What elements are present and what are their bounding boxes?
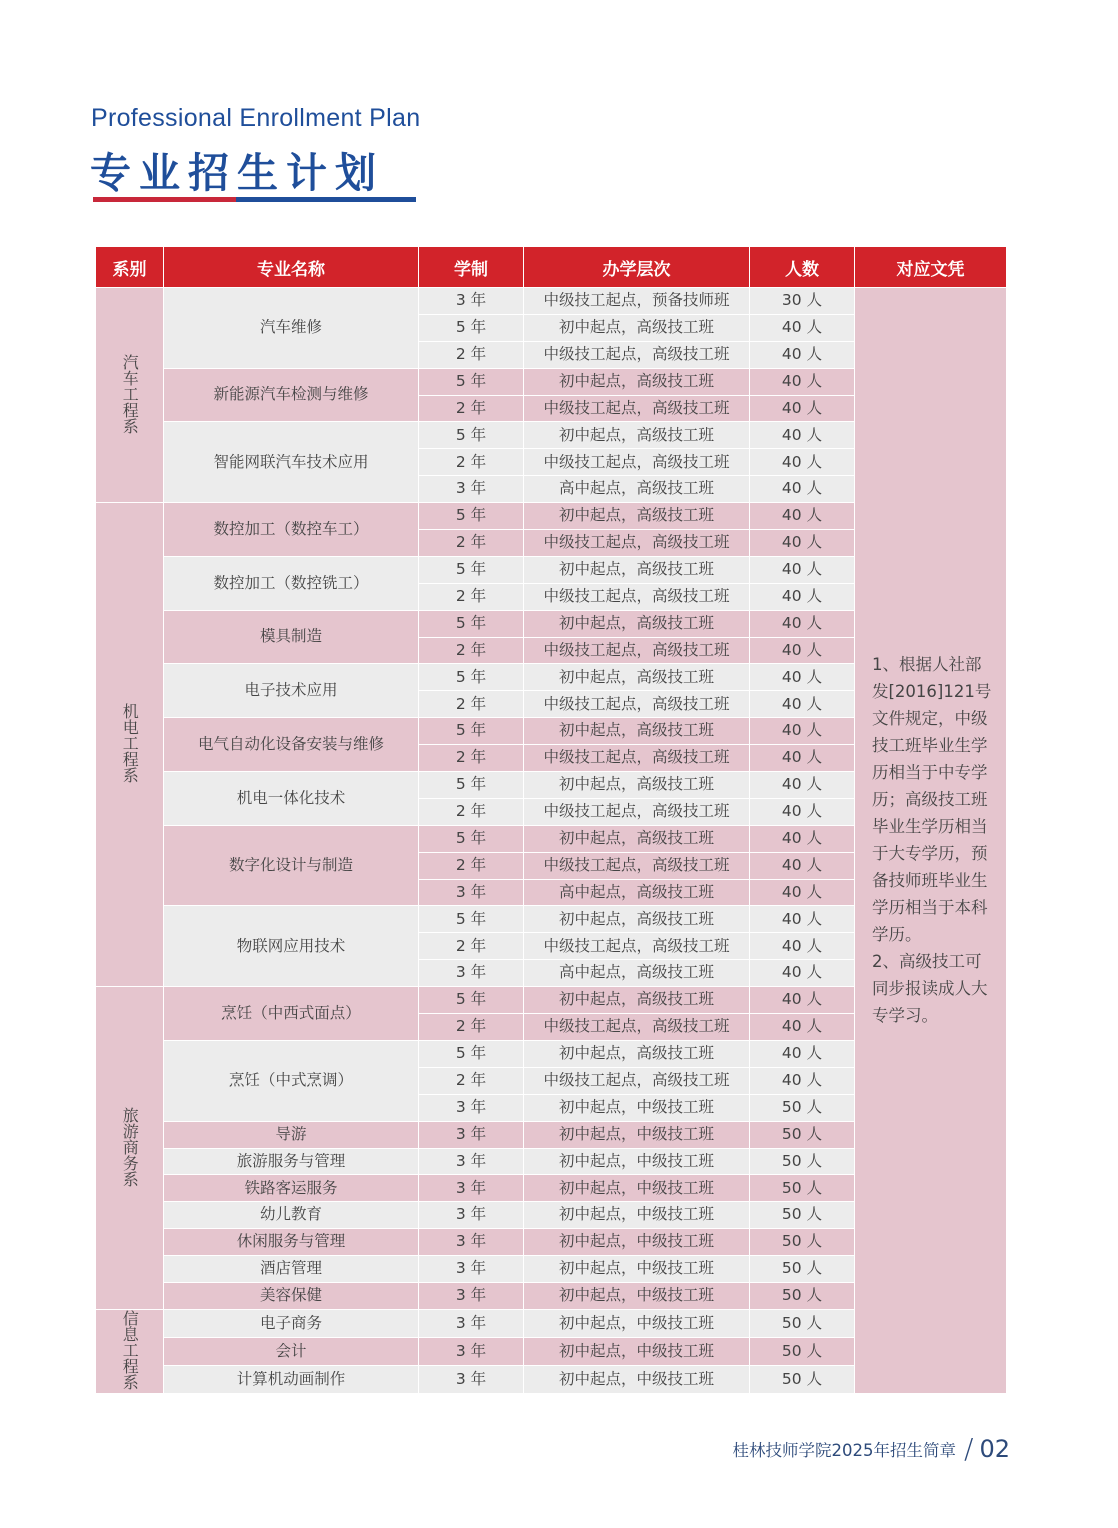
major-name: 旅游服务与管理 xyxy=(164,1148,419,1175)
duration-cell: 2 年 xyxy=(419,637,524,664)
level-cell: 高中起点，高级技工班 xyxy=(524,476,750,503)
department-name: 旅游商务系 xyxy=(120,1106,140,1187)
level-cell: 中级技工起点，高级技工班 xyxy=(524,449,750,476)
title-underline-red xyxy=(93,197,236,202)
major-name: 机电一体化技术 xyxy=(164,772,419,826)
level-cell: 初中起点，中级技工班 xyxy=(524,1202,750,1229)
duration-cell: 3 年 xyxy=(419,1229,524,1256)
major-name: 电气自动化设备安装与维修 xyxy=(164,718,419,772)
quota-cell: 40 人 xyxy=(750,664,855,691)
column-header: 学制 xyxy=(419,247,524,288)
quota-cell: 40 人 xyxy=(750,772,855,799)
duration-cell: 2 年 xyxy=(419,1014,524,1041)
quota-cell: 50 人 xyxy=(750,1282,855,1309)
quota-cell: 50 人 xyxy=(750,1175,855,1202)
duration-cell: 2 年 xyxy=(419,691,524,718)
quota-cell: 50 人 xyxy=(750,1121,855,1148)
quota-cell: 50 人 xyxy=(750,1309,855,1337)
duration-cell: 3 年 xyxy=(419,1094,524,1121)
level-cell: 高中起点，高级技工班 xyxy=(524,960,750,987)
duration-cell: 5 年 xyxy=(419,664,524,691)
quota-cell: 40 人 xyxy=(750,314,855,341)
quota-cell: 40 人 xyxy=(750,556,855,583)
major-name: 物联网应用技术 xyxy=(164,906,419,987)
quota-cell: 40 人 xyxy=(750,1067,855,1094)
quota-cell: 40 人 xyxy=(750,718,855,745)
table-row xyxy=(96,288,1007,315)
column-header: 对应文凭 xyxy=(855,247,1007,288)
level-cell: 初中起点，中级技工班 xyxy=(524,1175,750,1202)
duration-cell: 3 年 xyxy=(419,1282,524,1309)
duration-cell: 5 年 xyxy=(419,772,524,799)
certificate-notes xyxy=(855,288,1007,1394)
quota-cell: 40 人 xyxy=(750,610,855,637)
duration-cell: 2 年 xyxy=(419,798,524,825)
level-cell: 中级技工起点，高级技工班 xyxy=(524,798,750,825)
duration-cell: 3 年 xyxy=(419,1202,524,1229)
level-cell: 初中起点，高级技工班 xyxy=(524,906,750,933)
quota-cell: 40 人 xyxy=(750,341,855,368)
quota-cell: 40 人 xyxy=(750,879,855,906)
page-title-english: Professional Enrollment Plan xyxy=(91,104,421,132)
duration-cell: 3 年 xyxy=(419,1309,524,1337)
major-name: 计算机动画制作 xyxy=(164,1365,419,1393)
major-name: 铁路客运服务 xyxy=(164,1175,419,1202)
column-header: 系别 xyxy=(96,247,164,288)
level-cell: 初中起点，高级技工班 xyxy=(524,718,750,745)
major-name: 烹饪（中式烹调） xyxy=(164,1040,419,1121)
table-header-row xyxy=(96,247,1007,288)
duration-cell: 5 年 xyxy=(419,1040,524,1067)
duration-cell: 5 年 xyxy=(419,314,524,341)
duration-cell: 3 年 xyxy=(419,1175,524,1202)
level-cell: 初中起点，中级技工班 xyxy=(524,1148,750,1175)
column-header: 办学层次 xyxy=(524,247,750,288)
quota-cell: 40 人 xyxy=(750,906,855,933)
duration-cell: 3 年 xyxy=(419,1337,524,1365)
duration-cell: 2 年 xyxy=(419,341,524,368)
duration-cell: 2 年 xyxy=(419,530,524,557)
quota-cell: 40 人 xyxy=(750,987,855,1014)
quota-cell: 40 人 xyxy=(750,852,855,879)
quota-cell: 40 人 xyxy=(750,798,855,825)
level-cell: 初中起点，中级技工班 xyxy=(524,1309,750,1337)
quota-cell: 50 人 xyxy=(750,1094,855,1121)
duration-cell: 5 年 xyxy=(419,825,524,852)
department-name: 汽车工程系 xyxy=(120,353,140,434)
level-cell: 中级技工起点，高级技工班 xyxy=(524,530,750,557)
certificate-note: 2、高级技工可同步报读成人大专学习。 xyxy=(872,952,988,1026)
major-name: 电子商务 xyxy=(164,1309,419,1337)
duration-cell: 3 年 xyxy=(419,879,524,906)
level-cell: 中级技工起点，高级技工班 xyxy=(524,852,750,879)
major-name: 电子技术应用 xyxy=(164,664,419,718)
major-name: 新能源汽车检测与维修 xyxy=(164,368,419,422)
level-cell: 初中起点，高级技工班 xyxy=(524,314,750,341)
major-name: 幼儿教育 xyxy=(164,1202,419,1229)
major-name: 智能网联汽车技术应用 xyxy=(164,422,419,503)
quota-cell: 40 人 xyxy=(750,422,855,449)
column-header: 专业名称 xyxy=(164,247,419,288)
duration-cell: 3 年 xyxy=(419,960,524,987)
duration-cell: 2 年 xyxy=(419,852,524,879)
brochure-title: 桂林技师学院2025年招生简章 xyxy=(732,1440,957,1460)
major-name: 休闲服务与管理 xyxy=(164,1229,419,1256)
duration-cell: 3 年 xyxy=(419,1121,524,1148)
quota-cell: 40 人 xyxy=(750,395,855,422)
level-cell: 初中起点，高级技工班 xyxy=(524,503,750,530)
quota-cell: 50 人 xyxy=(750,1256,855,1283)
quota-cell: 50 人 xyxy=(750,1202,855,1229)
duration-cell: 2 年 xyxy=(419,583,524,610)
duration-cell: 2 年 xyxy=(419,933,524,960)
quota-cell: 40 人 xyxy=(750,530,855,557)
level-cell: 初中起点，中级技工班 xyxy=(524,1229,750,1256)
department-name: 机电工程系 xyxy=(120,703,140,784)
major-name: 烹饪（中西式面点） xyxy=(164,987,419,1041)
level-cell: 初中起点，中级技工班 xyxy=(524,1094,750,1121)
enrollment-table xyxy=(95,247,1007,1394)
level-cell: 高中起点，高级技工班 xyxy=(524,879,750,906)
level-cell: 中级技工起点，高级技工班 xyxy=(524,395,750,422)
duration-cell: 2 年 xyxy=(419,395,524,422)
quota-cell: 40 人 xyxy=(750,745,855,772)
level-cell: 初中起点，高级技工班 xyxy=(524,987,750,1014)
slash-divider: / xyxy=(964,1432,974,1465)
quota-cell: 40 人 xyxy=(750,960,855,987)
duration-cell: 2 年 xyxy=(419,745,524,772)
duration-cell: 5 年 xyxy=(419,422,524,449)
major-name: 导游 xyxy=(164,1121,419,1148)
major-name: 数控加工（数控车工） xyxy=(164,503,419,557)
level-cell: 中级技工起点，高级技工班 xyxy=(524,933,750,960)
quota-cell: 40 人 xyxy=(750,825,855,852)
level-cell: 初中起点，中级技工班 xyxy=(524,1337,750,1365)
quota-cell: 50 人 xyxy=(750,1365,855,1393)
major-name: 数控加工（数控铣工） xyxy=(164,556,419,610)
level-cell: 初中起点，中级技工班 xyxy=(524,1121,750,1148)
quota-cell: 40 人 xyxy=(750,933,855,960)
level-cell: 初中起点，中级技工班 xyxy=(524,1365,750,1393)
level-cell: 初中起点，高级技工班 xyxy=(524,368,750,395)
major-name: 美容保健 xyxy=(164,1282,419,1309)
quota-cell: 50 人 xyxy=(750,1229,855,1256)
duration-cell: 5 年 xyxy=(419,987,524,1014)
duration-cell: 3 年 xyxy=(419,1365,524,1393)
department-cell xyxy=(96,1309,164,1393)
level-cell: 初中起点，中级技工班 xyxy=(524,1282,750,1309)
quota-cell: 50 人 xyxy=(750,1337,855,1365)
duration-cell: 5 年 xyxy=(419,906,524,933)
department-cell xyxy=(96,288,164,503)
quota-cell: 40 人 xyxy=(750,449,855,476)
level-cell: 中级技工起点，预备技师班 xyxy=(524,288,750,315)
level-cell: 中级技工起点，高级技工班 xyxy=(524,1014,750,1041)
quota-cell: 40 人 xyxy=(750,1014,855,1041)
level-cell: 初中起点，高级技工班 xyxy=(524,772,750,799)
major-name: 数字化设计与制造 xyxy=(164,825,419,906)
duration-cell: 5 年 xyxy=(419,368,524,395)
duration-cell: 5 年 xyxy=(419,718,524,745)
level-cell: 中级技工起点，高级技工班 xyxy=(524,1067,750,1094)
level-cell: 中级技工起点，高级技工班 xyxy=(524,583,750,610)
quota-cell: 40 人 xyxy=(750,1040,855,1067)
duration-cell: 3 年 xyxy=(419,476,524,503)
major-name: 汽车维修 xyxy=(164,288,419,369)
duration-cell: 3 年 xyxy=(419,1256,524,1283)
quota-cell: 40 人 xyxy=(750,503,855,530)
quota-cell: 40 人 xyxy=(750,637,855,664)
quota-cell: 40 人 xyxy=(750,476,855,503)
quota-cell: 40 人 xyxy=(750,368,855,395)
footer xyxy=(733,1432,1010,1465)
major-name: 模具制造 xyxy=(164,610,419,664)
page-number: 02 xyxy=(979,1434,1010,1463)
duration-cell: 2 年 xyxy=(419,1067,524,1094)
level-cell: 初中起点，高级技工班 xyxy=(524,664,750,691)
quota-cell: 40 人 xyxy=(750,583,855,610)
department-name: 信息工程系 xyxy=(120,1309,140,1390)
duration-cell: 3 年 xyxy=(419,288,524,315)
duration-cell: 5 年 xyxy=(419,503,524,530)
quota-cell: 30 人 xyxy=(750,288,855,315)
level-cell: 中级技工起点，高级技工班 xyxy=(524,341,750,368)
title-underline-blue xyxy=(236,197,416,202)
department-cell xyxy=(96,987,164,1310)
level-cell: 中级技工起点，高级技工班 xyxy=(524,745,750,772)
major-name: 会计 xyxy=(164,1337,419,1365)
department-cell xyxy=(96,503,164,987)
level-cell: 初中起点，高级技工班 xyxy=(524,1040,750,1067)
page-title: 专业招生计划 xyxy=(90,149,384,197)
level-cell: 初中起点，高级技工班 xyxy=(524,556,750,583)
duration-cell: 3 年 xyxy=(419,1148,524,1175)
major-name: 酒店管理 xyxy=(164,1256,419,1283)
duration-cell: 2 年 xyxy=(419,449,524,476)
column-header: 人数 xyxy=(750,247,855,288)
certificate-note: 1、根据人社部发[2016]121号文件规定，中级技工班毕业生学历相当于中专学历；高级技工班毕业生学历相当于大专学历，预备技师班毕业生学历相当于本科学历。 xyxy=(872,655,992,945)
level-cell: 中级技工起点，高级技工班 xyxy=(524,691,750,718)
level-cell: 初中起点，高级技工班 xyxy=(524,422,750,449)
quota-cell: 50 人 xyxy=(750,1148,855,1175)
level-cell: 初中起点，中级技工班 xyxy=(524,1256,750,1283)
level-cell: 中级技工起点，高级技工班 xyxy=(524,637,750,664)
level-cell: 初中起点，高级技工班 xyxy=(524,610,750,637)
duration-cell: 5 年 xyxy=(419,610,524,637)
duration-cell: 5 年 xyxy=(419,556,524,583)
level-cell: 初中起点，高级技工班 xyxy=(524,825,750,852)
quota-cell: 40 人 xyxy=(750,691,855,718)
